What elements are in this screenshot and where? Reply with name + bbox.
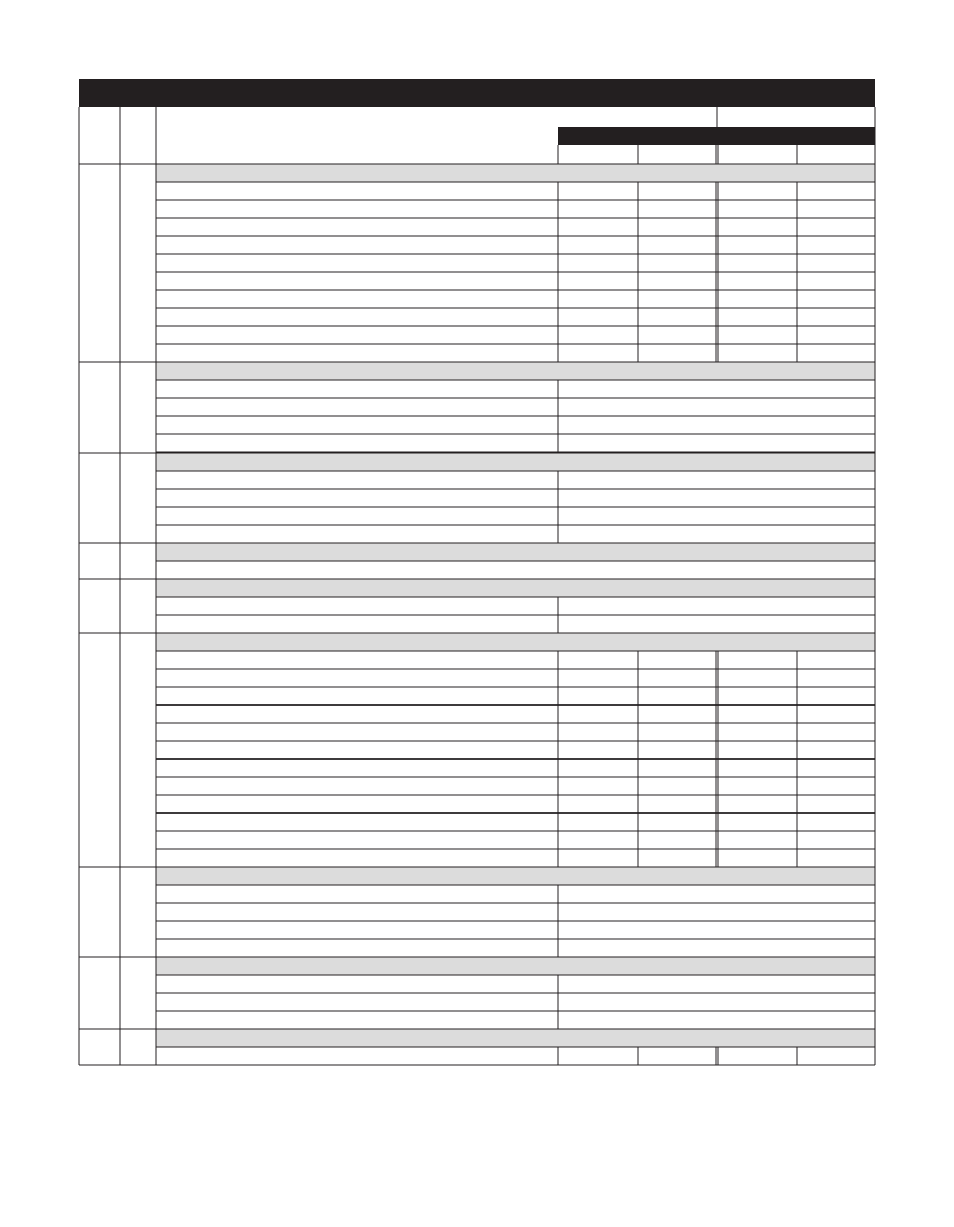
column-subheader-band bbox=[558, 127, 875, 145]
section-4-band bbox=[156, 543, 875, 561]
section-8-band bbox=[156, 957, 875, 975]
title-band bbox=[79, 79, 875, 107]
section-7-band bbox=[156, 867, 875, 885]
section-2-band bbox=[156, 362, 875, 380]
section-6-band bbox=[156, 633, 875, 651]
section-1-band bbox=[156, 164, 875, 182]
section-9-band bbox=[156, 1029, 875, 1047]
section-5-band bbox=[156, 579, 875, 597]
section-3-band bbox=[156, 453, 875, 471]
